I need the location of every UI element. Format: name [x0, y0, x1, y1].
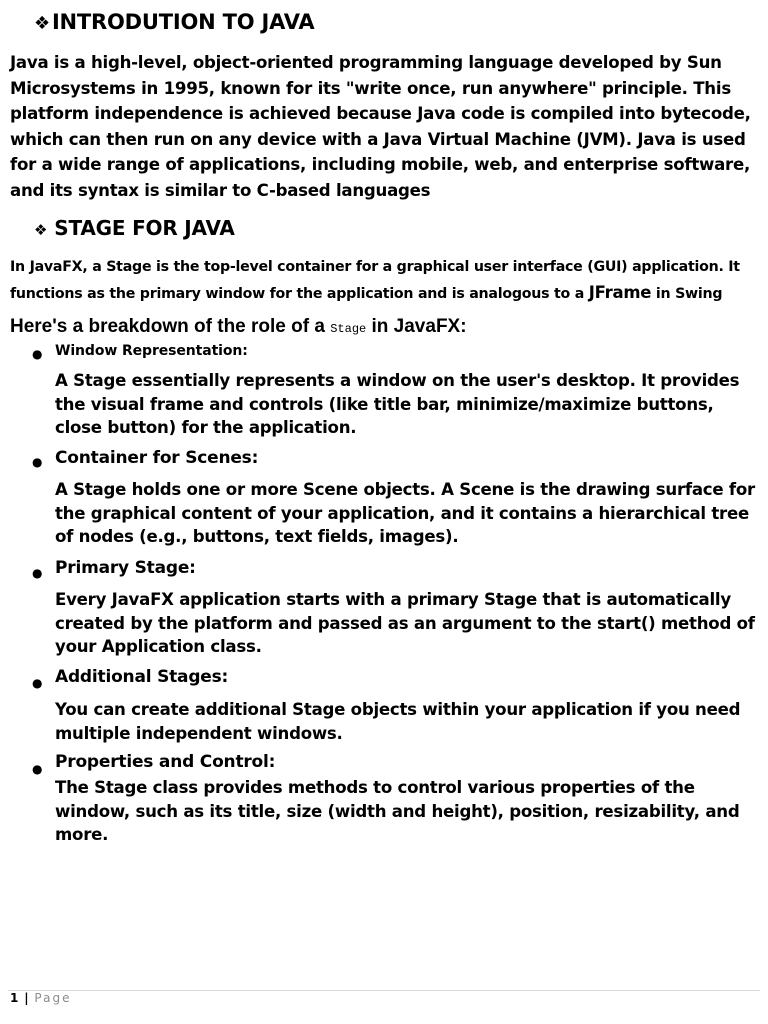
heading-introduction-text: INTRODUTION TO JAVA — [51, 10, 315, 34]
item-label: Window Representation: — [55, 343, 248, 359]
item-description: A Stage essentially represents a window on the user's desktop. It provides the visual frame and controls (like title bar, minimize/maximize buttons, close button) for the application. — [55, 371, 740, 438]
item-description — [55, 588, 760, 659]
list-bullet: ● — [32, 762, 43, 776]
stage-description-tail: in Swing — [651, 286, 723, 302]
page-footer — [10, 991, 71, 1005]
list-bullet: ● — [32, 676, 43, 690]
stage-code: Stage — [330, 322, 367, 336]
stage-description-text: In JavaFX, a Stage is the top-level container for a graphical user interface (GUI) application. It functions as the primary window for the application and is analogous to a — [10, 259, 740, 302]
list-bullet: ● — [32, 566, 43, 580]
item-description: The Stage class provides methods to control various properties of the window, such as its title, size (width and height), position, resizability, and more. — [55, 778, 740, 845]
intro-paragraph: Java is a high-level, object-oriented programming language developed by Sun Microsystems in 1995, known for its "write once, run anywhere" principle. This platform independence is achieved because Java code is compiled into bytecode, which can then run on any device with a Java Virtual Machine (JVM). Java is used for a wide range of applications, including mobile, web, and enterprise software, and its syntax is similar to C-based languages — [10, 53, 751, 200]
heading-stage — [34, 216, 235, 240]
item-label: Properties and Control: — [55, 752, 276, 772]
item-label: Container for Scenes: — [55, 448, 259, 468]
page-number: 1 — [10, 991, 19, 1005]
heading-stage-text: STAGE FOR JAVA — [54, 216, 235, 240]
diamond-bullet-icon: ❖ — [34, 13, 50, 34]
item-description: A Stage holds one or more Scene objects. A Scene is the drawing surface for the graphical content of your application, and it contains a hierarchical tree of nodes (e.g., buttons, text fields, images). — [55, 480, 755, 547]
footer-divider — [8, 990, 760, 991]
item-label: Primary Stage: — [55, 558, 196, 578]
breakdown-heading — [10, 316, 467, 338]
item-description-line: Every JavaFX application starts with a primary Stage that is automatically created by the platform and passed as an argument to the start() method of — [55, 590, 755, 633]
list-bullet: ● — [32, 455, 43, 469]
item-description: You can create additional Stage objects within your application if you need multiple independent windows. — [55, 700, 741, 743]
stage-description — [10, 255, 762, 307]
breakdown-tail: in JavaFX: — [366, 316, 467, 337]
footer-separator: | — [24, 991, 29, 1005]
list-bullet: ● — [32, 347, 43, 361]
heading-introduction — [34, 10, 314, 34]
page-label: Page — [34, 991, 72, 1005]
breakdown-text: Here's a breakdown of the role of a — [10, 316, 331, 337]
diamond-bullet-icon: ❖ — [34, 221, 48, 239]
item-description-line: your Application class. — [55, 637, 262, 657]
item-label: Additional Stages: — [55, 667, 229, 687]
jframe-term: JFrame — [588, 283, 652, 302]
